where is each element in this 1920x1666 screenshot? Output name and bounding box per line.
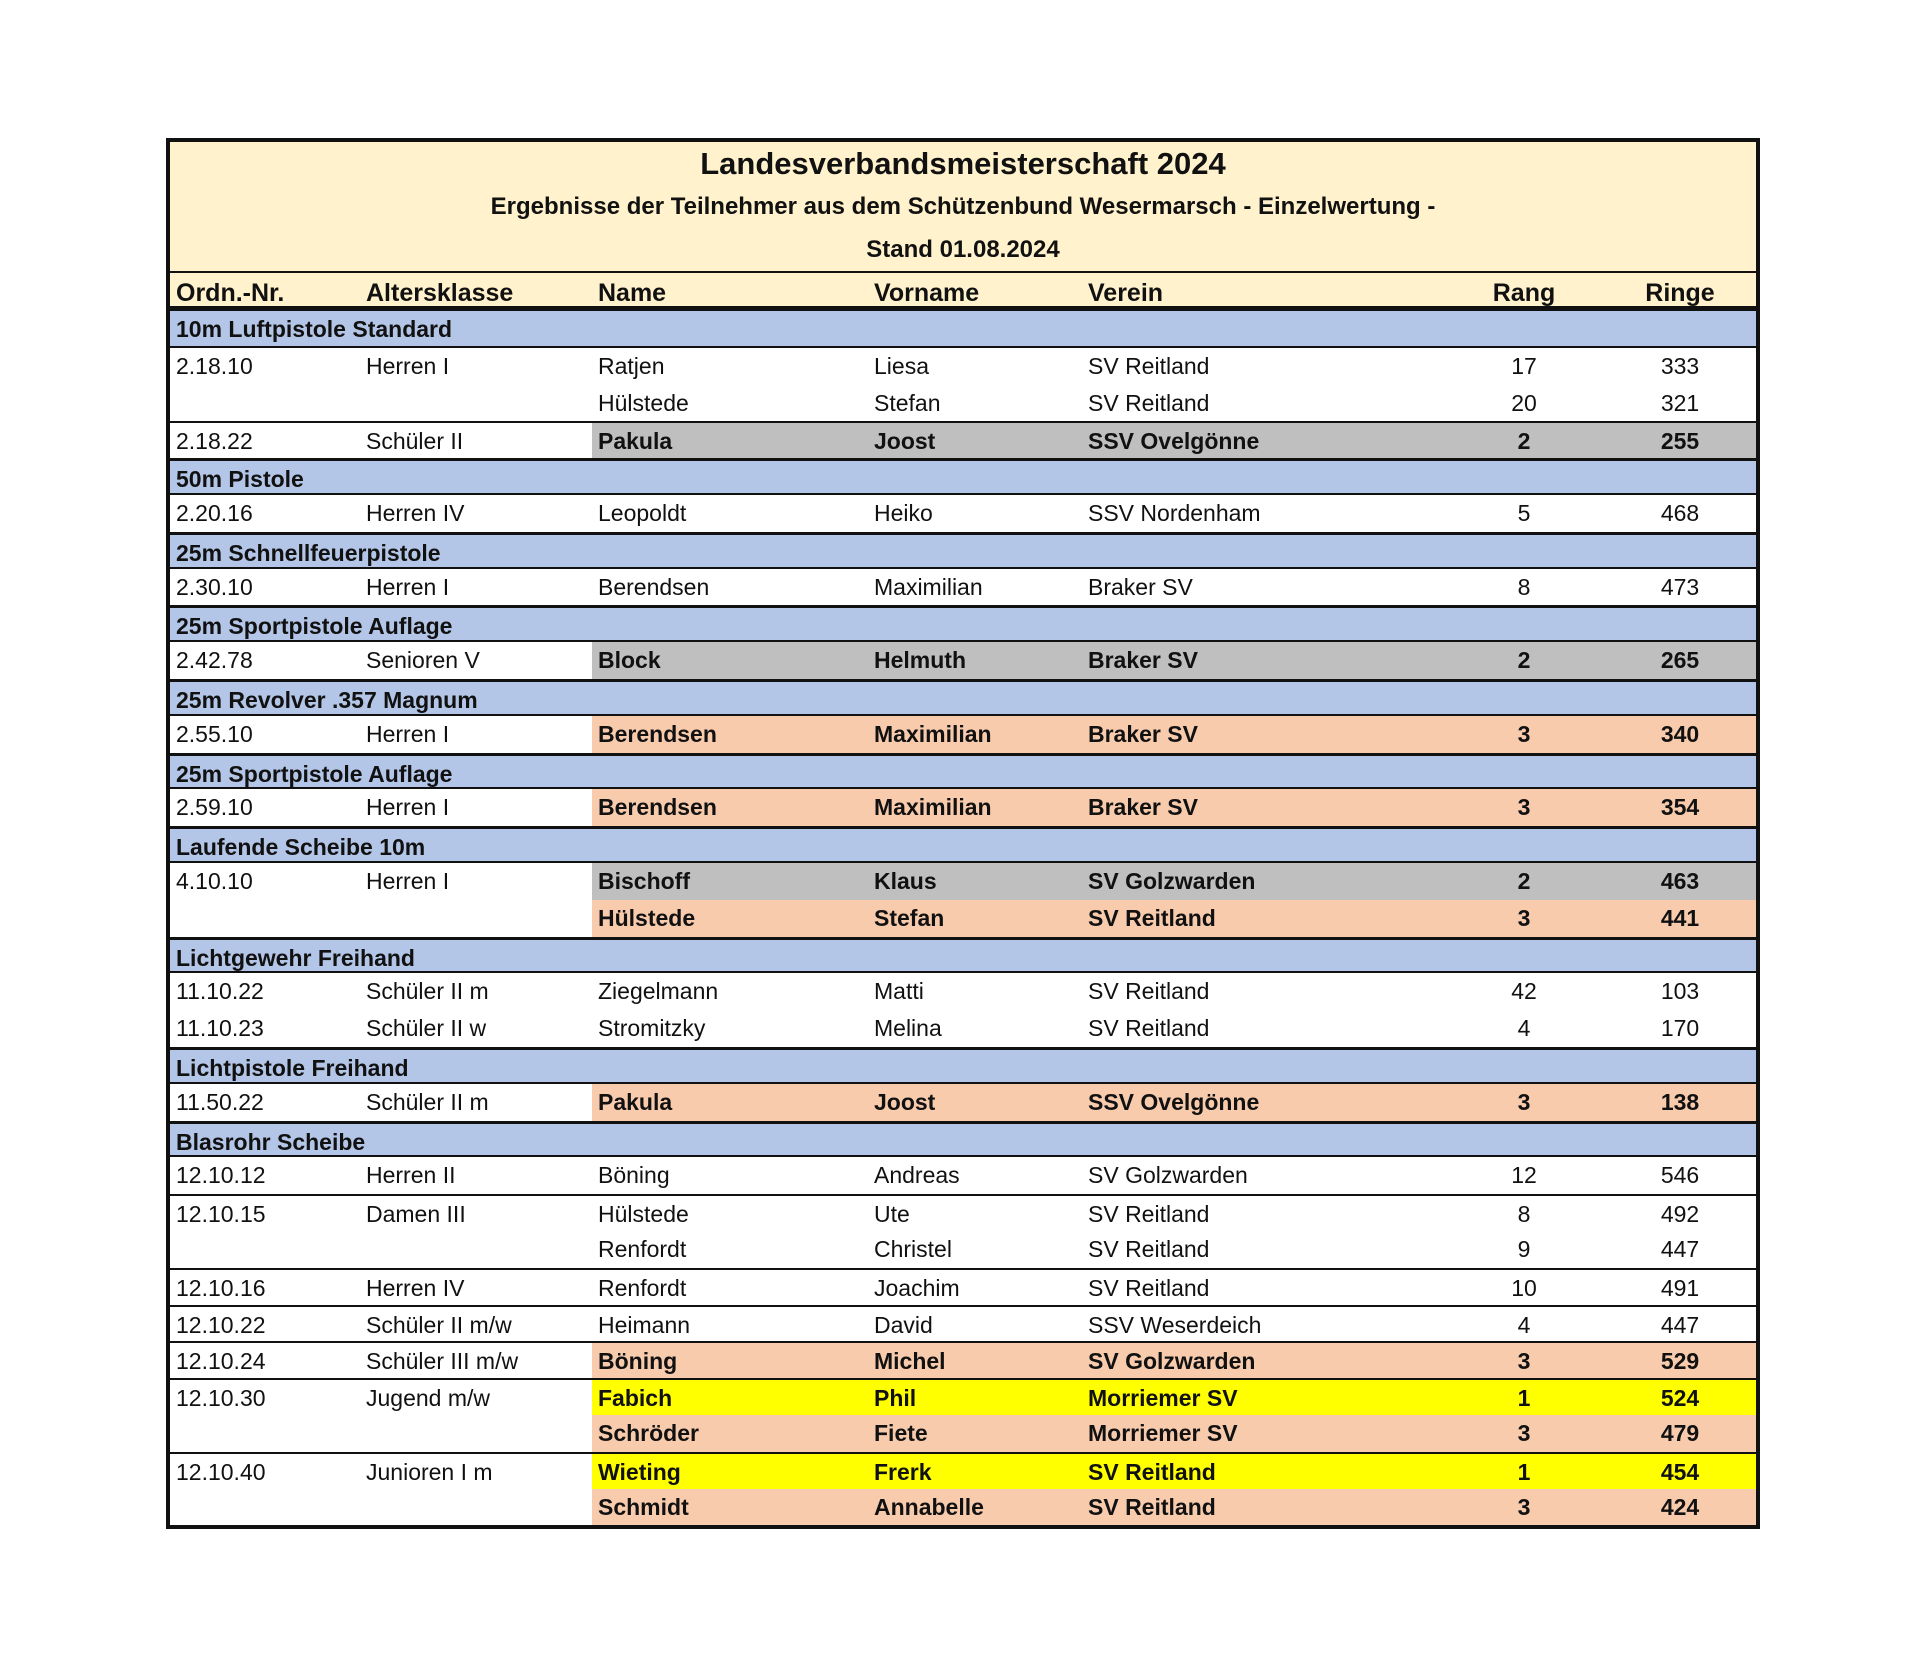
vorname-cell: Joachim: [874, 1274, 960, 1301]
rang-cell: 3: [1444, 1343, 1604, 1378]
ordn-cell: 11.10.23: [176, 1015, 264, 1042]
table-row: [170, 1084, 1756, 1121]
rang-cell: 12: [1511, 1162, 1537, 1189]
ordn-cell: 2.18.10: [176, 352, 253, 379]
section-header: 25m Revolver .357 Magnum: [170, 679, 1756, 716]
table-row: [170, 348, 1756, 385]
ringe-cell: 340: [1604, 716, 1756, 753]
name-cell: Ziegelmann: [598, 978, 719, 1005]
name-cell: Schmidt: [592, 1489, 868, 1526]
section-header: 25m Sportpistole Auflage: [170, 605, 1756, 642]
name-cell: Wieting: [592, 1454, 868, 1489]
altersklasse-cell: Herren I: [366, 794, 450, 821]
col-header-name: Name: [598, 279, 667, 306]
name-cell: Ratjen: [598, 352, 665, 379]
altersklasse-cell: Jugend m/w: [366, 1385, 491, 1412]
rang-cell: 8: [1517, 573, 1531, 600]
ordn-cell: [170, 900, 360, 937]
ringe-cell: 255: [1604, 423, 1756, 458]
verein-cell: SV Reitland: [1088, 978, 1210, 1005]
name-cell: Pakula: [592, 1084, 868, 1121]
name-cell: Pakula: [592, 423, 868, 458]
name-cell: Hülstede: [592, 900, 868, 937]
section-header: 25m Sportpistole Auflage: [170, 753, 1756, 790]
table-row: [170, 900, 1756, 937]
name-cell: Berendsen: [598, 573, 710, 600]
section-header: Laufende Scheibe 10m: [170, 826, 1756, 863]
altersklasse-cell: Herren II: [366, 1162, 456, 1189]
name-cell: Bischoff: [592, 863, 868, 900]
altersklasse-cell: [360, 1415, 592, 1452]
ringe-cell: 463: [1604, 863, 1756, 900]
altersklasse-cell: [360, 900, 592, 937]
altersklasse-cell: [360, 1489, 592, 1526]
ringe-cell: 441: [1604, 900, 1756, 937]
ringe-cell: 354: [1604, 789, 1756, 826]
ordn-cell: 2.18.22: [176, 428, 253, 455]
verein-cell: Morriemer SV: [1082, 1415, 1444, 1452]
ordn-cell: 12.10.16: [176, 1274, 266, 1301]
rang-cell: 3: [1444, 1084, 1604, 1121]
table-row: [170, 421, 1756, 458]
rang-cell: 4: [1517, 1311, 1531, 1338]
section-header: 10m Luftpistole Standard: [170, 311, 1756, 348]
rang-cell: 2: [1444, 423, 1604, 458]
col-header-ringe: Ringe: [1645, 279, 1715, 306]
table-row: [170, 1268, 1756, 1305]
altersklasse-cell: Schüler III m/w: [366, 1348, 519, 1375]
ringe-cell: 546: [1660, 1162, 1700, 1189]
altersklasse-cell: Senioren V: [366, 647, 480, 674]
vorname-cell: Annabelle: [868, 1489, 1082, 1526]
section-header: Lichtpistole Freihand: [170, 1047, 1756, 1084]
ordn-cell: 2.55.10: [176, 720, 253, 747]
ringe-cell: 138: [1604, 1084, 1756, 1121]
ringe-cell: 447: [1660, 1311, 1700, 1338]
title-block: [170, 142, 1756, 271]
table-row: [170, 642, 1756, 679]
rang-cell: 2: [1444, 642, 1604, 679]
rang-cell: 42: [1511, 978, 1537, 1005]
verein-cell: Braker SV: [1082, 642, 1444, 679]
rang-cell: 17: [1511, 352, 1537, 379]
rang-cell: 8: [1517, 1201, 1531, 1228]
altersklasse-cell: Junioren I m: [366, 1458, 493, 1485]
vorname-cell: Matti: [874, 978, 924, 1005]
vorname-cell: Andreas: [874, 1162, 960, 1189]
column-header-row: [170, 271, 1756, 311]
rang-cell: 20: [1511, 389, 1537, 416]
verein-cell: Braker SV: [1088, 573, 1193, 600]
vorname-cell: Fiete: [868, 1415, 1082, 1452]
name-cell: Berendsen: [592, 716, 868, 753]
verein-cell: SSV Ovelgönne: [1082, 423, 1444, 458]
ordn-cell: [170, 385, 360, 422]
table-row: [170, 863, 1756, 900]
ordn-cell: 12.10.30: [176, 1385, 266, 1412]
ordn-cell: 11.50.22: [176, 1088, 264, 1115]
ringe-cell: 468: [1660, 499, 1700, 526]
verein-cell: SV Reitland: [1088, 1274, 1210, 1301]
altersklasse-cell: Herren I: [366, 573, 450, 600]
rang-cell: 3: [1444, 1489, 1604, 1526]
rang-cell: 3: [1444, 900, 1604, 937]
rang-cell: 3: [1444, 716, 1604, 753]
rang-cell: 3: [1444, 789, 1604, 826]
vorname-cell: Ute: [874, 1201, 910, 1228]
table-body: [170, 311, 1756, 1525]
ringe-cell: 424: [1604, 1489, 1756, 1526]
ringe-cell: 321: [1660, 389, 1700, 416]
verein-cell: SV Golzwarden: [1082, 863, 1444, 900]
verein-cell: SV Reitland: [1082, 1454, 1444, 1489]
verein-cell: SV Reitland: [1082, 900, 1444, 937]
ringe-cell: 454: [1604, 1454, 1756, 1489]
rang-cell: 2: [1444, 863, 1604, 900]
vorname-cell: Joost: [868, 1084, 1082, 1121]
ringe-cell: 170: [1660, 1015, 1700, 1042]
verein-cell: Braker SV: [1082, 716, 1444, 753]
name-cell: Fabich: [592, 1380, 868, 1415]
table-row: [170, 1194, 1756, 1231]
vorname-cell: Stefan: [874, 389, 941, 416]
rang-cell: 1: [1444, 1454, 1604, 1489]
table-row: [170, 1415, 1756, 1452]
col-header-ordn: Ordn.-Nr.: [176, 279, 285, 306]
vorname-cell: Phil: [868, 1380, 1082, 1415]
vorname-cell: Helmuth: [868, 642, 1082, 679]
verein-cell: SSV Weserdeich: [1088, 1311, 1262, 1338]
vorname-cell: Frerk: [868, 1454, 1082, 1489]
ringe-cell: 479: [1604, 1415, 1756, 1452]
altersklasse-cell: [360, 385, 592, 422]
verein-cell: SV Reitland: [1082, 1489, 1444, 1526]
rang-cell: 4: [1517, 1015, 1531, 1042]
table-row: [170, 495, 1756, 532]
col-header-rang: Rang: [1492, 279, 1556, 306]
table-row: [170, 789, 1756, 826]
page-subtitle: Ergebnisse der Teilnehmer aus dem Schützenbund Wesermarsch - Einzelwertung -: [490, 193, 1436, 220]
verein-cell: SV Golzwarden: [1082, 1343, 1444, 1378]
table-row: [170, 973, 1756, 1010]
altersklasse-cell: Schüler II: [366, 428, 464, 455]
vorname-cell: Klaus: [868, 863, 1082, 900]
ordn-cell: 2.20.16: [176, 499, 253, 526]
vorname-cell: Maximilian: [868, 789, 1082, 826]
ringe-cell: 529: [1604, 1343, 1756, 1378]
name-cell: Böning: [598, 1162, 670, 1189]
verein-cell: SV Reitland: [1088, 352, 1210, 379]
altersklasse-cell: Damen III: [366, 1201, 466, 1228]
table-row: [170, 1452, 1756, 1489]
ringe-cell: 524: [1604, 1380, 1756, 1415]
altersklasse-cell: [360, 1231, 592, 1268]
stand-date: Stand 01.08.2024: [866, 236, 1060, 263]
ringe-cell: 492: [1660, 1201, 1700, 1228]
verein-cell: SSV Ovelgönne: [1082, 1084, 1444, 1121]
name-cell: Heimann: [598, 1311, 691, 1338]
table-row: [170, 1010, 1756, 1047]
ordn-cell: [170, 1231, 360, 1268]
altersklasse-cell: Herren I: [366, 720, 450, 747]
ordn-cell: 12.10.15: [176, 1201, 266, 1228]
ordn-cell: 2.59.10: [176, 794, 253, 821]
altersklasse-cell: Herren I: [366, 352, 450, 379]
vorname-cell: Christel: [874, 1235, 952, 1262]
name-cell: Hülstede: [598, 389, 689, 416]
rang-cell: 9: [1517, 1235, 1531, 1262]
name-cell: Schröder: [592, 1415, 868, 1452]
rang-cell: 1: [1444, 1380, 1604, 1415]
altersklasse-cell: Schüler II m: [366, 1088, 489, 1115]
table-row: [170, 1157, 1756, 1194]
ordn-cell: 12.10.24: [176, 1348, 266, 1375]
table-row: [170, 1231, 1756, 1268]
name-cell: Renfordt: [598, 1235, 687, 1262]
ordn-cell: 12.10.40: [176, 1458, 266, 1485]
rang-cell: 5: [1517, 499, 1531, 526]
name-cell: Berendsen: [592, 789, 868, 826]
ordn-cell: 2.30.10: [176, 573, 253, 600]
ringe-cell: 265: [1604, 642, 1756, 679]
verein-cell: SV Reitland: [1088, 389, 1210, 416]
vorname-cell: Joost: [868, 423, 1082, 458]
col-header-verein: Verein: [1088, 279, 1164, 306]
vorname-cell: Melina: [874, 1015, 942, 1042]
verein-cell: SV Reitland: [1088, 1235, 1210, 1262]
col-header-vorname: Vorname: [874, 279, 980, 306]
section-header: 50m Pistole: [170, 458, 1756, 495]
ordn-cell: 12.10.22: [176, 1311, 266, 1338]
table-row: [170, 385, 1756, 422]
vorname-cell: Heiko: [874, 499, 933, 526]
rang-cell: 10: [1511, 1274, 1537, 1301]
table-row: [170, 1489, 1756, 1526]
altersklasse-cell: Herren IV: [366, 1274, 465, 1301]
verein-cell: SV Reitland: [1088, 1015, 1210, 1042]
altersklasse-cell: Schüler II w: [366, 1015, 487, 1042]
name-cell: Böning: [592, 1343, 868, 1378]
section-header: Blasrohr Scheibe: [170, 1121, 1756, 1158]
ringe-cell: 333: [1660, 352, 1700, 379]
rang-cell: 3: [1444, 1415, 1604, 1452]
vorname-cell: Michel: [868, 1343, 1082, 1378]
ringe-cell: 491: [1660, 1274, 1700, 1301]
vorname-cell: David: [874, 1311, 933, 1338]
ordn-cell: 12.10.12: [176, 1162, 266, 1189]
name-cell: Block: [592, 642, 868, 679]
results-table: [166, 138, 1760, 1529]
table-row: [170, 1305, 1756, 1342]
ordn-cell: 4.10.10: [176, 867, 253, 894]
verein-cell: Morriemer SV: [1082, 1380, 1444, 1415]
ringe-cell: 473: [1660, 573, 1700, 600]
table-row: [170, 1378, 1756, 1415]
table-row: [170, 716, 1756, 753]
ordn-cell: 2.42.78: [176, 647, 253, 674]
ordn-cell: [170, 1415, 360, 1452]
verein-cell: Braker SV: [1082, 789, 1444, 826]
ordn-cell: 11.10.22: [176, 978, 264, 1005]
name-cell: Leopoldt: [598, 499, 687, 526]
altersklasse-cell: Herren I: [366, 867, 450, 894]
verein-cell: SV Reitland: [1088, 1201, 1210, 1228]
page-title: Landesverbandsmeisterschaft 2024: [700, 146, 1226, 181]
altersklasse-cell: Herren IV: [366, 499, 465, 526]
name-cell: Renfordt: [598, 1274, 687, 1301]
altersklasse-cell: Schüler II m: [366, 978, 489, 1005]
name-cell: Stromitzky: [598, 1015, 706, 1042]
ringe-cell: 447: [1660, 1235, 1700, 1262]
table-row: [170, 1341, 1756, 1378]
vorname-cell: Maximilian: [874, 573, 983, 600]
section-header: 25m Schnellfeuerpistole: [170, 532, 1756, 569]
altersklasse-cell: Schüler II m/w: [366, 1311, 512, 1338]
verein-cell: SV Golzwarden: [1088, 1162, 1248, 1189]
vorname-cell: Liesa: [874, 352, 929, 379]
ordn-cell: [170, 1489, 360, 1526]
vorname-cell: Stefan: [868, 900, 1082, 937]
name-cell: Hülstede: [598, 1201, 689, 1228]
col-header-altersklasse: Altersklasse: [366, 279, 514, 306]
table-row: [170, 569, 1756, 606]
section-header: Lichtgewehr Freihand: [170, 937, 1756, 974]
verein-cell: SSV Nordenham: [1088, 499, 1261, 526]
vorname-cell: Maximilian: [868, 716, 1082, 753]
ringe-cell: 103: [1660, 978, 1700, 1005]
